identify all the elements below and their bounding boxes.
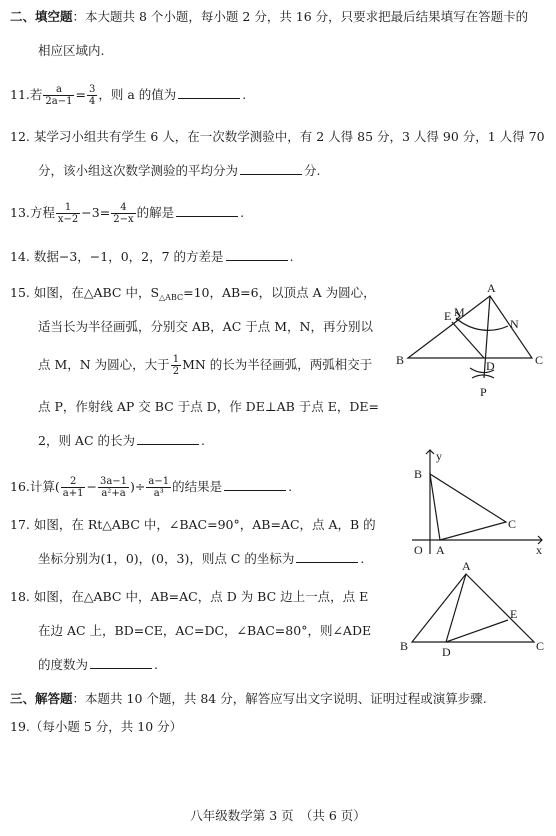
q11-f2-num: 3 [88,84,96,95]
question-14 [10,248,294,266]
q15-pre: 15. 如图，在△ABC 中，S [10,285,160,300]
question-18-line1: 18. 如图，在△ABC 中，AB=AC，点 D 为 BC 边上一点，点 E [10,589,369,604]
question-19: 19.（每小题 5 分，共 10 分） [10,719,183,734]
q17-end: . [360,551,365,566]
section2-title: 二、填空题 [10,9,73,24]
answer-blank [178,86,240,99]
q15-l3-pre: 点 M，N 为圆心，大于 [38,357,170,372]
answer-blank [240,162,302,175]
label-p: P [480,385,487,399]
question-number: 13. [10,205,30,220]
q14-text: 14. 数据−3，−1，0，2，7 的方差是 [10,249,224,264]
answer-blank [226,248,288,261]
question-18-line3 [38,656,158,674]
answer-blank [224,478,286,491]
question-15-line3 [38,354,372,377]
segment-de [452,322,484,358]
q16-end: . [288,479,293,494]
label-e: E [510,607,518,621]
question-12-line2 [38,162,321,180]
figure-15 [390,280,550,410]
q13-post: 的解是 [136,205,175,220]
q11-fraction-2 [87,84,97,107]
q11-post: ，则 a 的值为 [98,87,177,102]
q16-fraction-1 [61,476,86,499]
q17-pre: 坐标分别为(1，0)，(0，3)，则点 C 的坐标为 [38,551,295,566]
q14-end: . [289,249,294,264]
label-m: M [454,305,465,319]
q13-f2-num: 4 [111,202,135,214]
question-15-line5 [38,432,205,450]
label-c: C [535,353,544,367]
label-a: A [436,543,445,557]
question-11 [10,84,246,107]
figure-18 [396,560,548,660]
label-n: N [510,317,519,331]
q16-f1-den: a+1 [62,488,84,499]
q18-end: . [154,657,158,672]
answer-blank [176,204,238,217]
label-b: B [414,467,423,481]
section3-title: 三、解答题 [10,691,73,706]
question-number: 11. [10,87,30,102]
q13-fraction-2 [111,202,135,225]
label-x: x [536,543,542,557]
q18-pre: 的度数为 [38,657,89,672]
q15-l3-post: MN 的长为半径画弧，两弧相交于 [182,357,373,372]
answer-blank [137,432,199,445]
q15-f-den: 2 [172,366,180,377]
q11-eq: = [75,87,86,102]
q11-fraction-1 [43,84,74,107]
q15-sub: △ABC [159,293,184,302]
q16-f2-den: a²+a [101,488,126,499]
page-footer: 八年级数学第 3 页 （共 6 页） [190,808,366,823]
triangle-abc [430,474,506,540]
q11-f1-num: a [43,84,74,96]
segment-ad [446,574,466,642]
q15-post: =10，AB=6，以顶点 A 为圆心， [183,285,376,300]
label-b: B [400,639,409,653]
q16-pre: 计算( [29,479,60,494]
q13-f2-den: 2−x [113,214,134,225]
section2-header [10,8,528,26]
q12-pre: 分，该小组这次数学测验的平均分为 [38,163,239,178]
label-b: B [396,353,405,367]
q13-pre: 方程 [29,205,55,220]
question-17-line2 [38,550,364,568]
section3-header [10,690,487,708]
figure-17 [408,446,548,558]
section3-desc: ：本题共 10 个题，共 84 分，解答应写出文字说明、证明过程或演算步骤. [72,691,487,706]
label-c: C [508,517,517,531]
arc-p2 [472,375,494,378]
q16-post: 的结果是 [172,479,223,494]
question-15-line2: 适当长为半径画弧，分别交 AB，AC 于点 M，N，再分别以 [38,319,373,334]
question-15-line4: 点 P，作射线 AP 交 BC 于点 D，作 DE⊥AB 于点 E，DE= [38,399,379,414]
answer-blank [90,656,152,669]
q16-f3-num: a−1 [148,476,170,487]
label-e: E [444,309,452,323]
q16-f2-num: 3a−1 [99,476,128,487]
q11-pre: 若 [29,87,43,102]
section2-desc: ：本大题共 8 个小题，每小题 2 分，共 16 分，只要求把最后结果填写在答题卡的 [72,9,529,24]
label-d: D [442,645,451,659]
question-15-line1 [10,284,376,307]
q11-f2-den: 4 [88,96,96,107]
question-17-line1: 17. 如图，在 Rt△ABC 中，∠BAC=90°，AB=AC，点 A，B 的 [10,517,376,532]
section2-desc-line2: 相应区域内. [38,43,105,58]
label-o: O [414,543,423,557]
q13-f1-den: x−2 [57,214,79,225]
q15-l5-pre: 2，则 AC 的长为 [38,433,135,448]
q13-f1-num: 1 [56,202,80,214]
q15-fraction [171,354,181,377]
q16-minus: − [86,479,97,494]
q15-l5-end: . [201,433,205,448]
question-18-line2: 在边 AC 上，BD=CE，AC=DC，∠BAC=80°，则∠ADE [38,623,372,638]
q13-end: . [240,205,245,220]
q12-post: 分. [304,163,321,178]
q11-f1-den: 2a−1 [45,96,73,107]
q16-fraction-2 [98,476,129,499]
question-12-line1: 12. 某学习小组共有学生 6 人，在一次数学测验中，有 2 人得 85 分，3 人得 90 分，1 人得 70 [10,129,545,144]
q11-end: . [242,87,247,102]
label-a: A [462,560,471,573]
q15-f-num: 1 [172,354,180,365]
q16-div: )÷ [130,479,146,494]
arc-mn [456,318,508,330]
answer-blank [296,550,358,563]
q13-mid: −3= [81,205,111,220]
segment-de [446,620,508,642]
q13-fraction-1 [56,202,80,225]
question-16 [10,476,292,499]
q16-f1-num: 2 [61,476,86,488]
q16-f3-den: a³ [153,488,164,499]
q16-fraction-3 [146,476,171,499]
label-d: D [486,359,495,373]
question-13 [10,202,244,225]
label-c: C [536,639,545,653]
question-number: 16. [10,479,30,494]
label-a: A [487,281,496,295]
label-y: y [436,449,442,463]
